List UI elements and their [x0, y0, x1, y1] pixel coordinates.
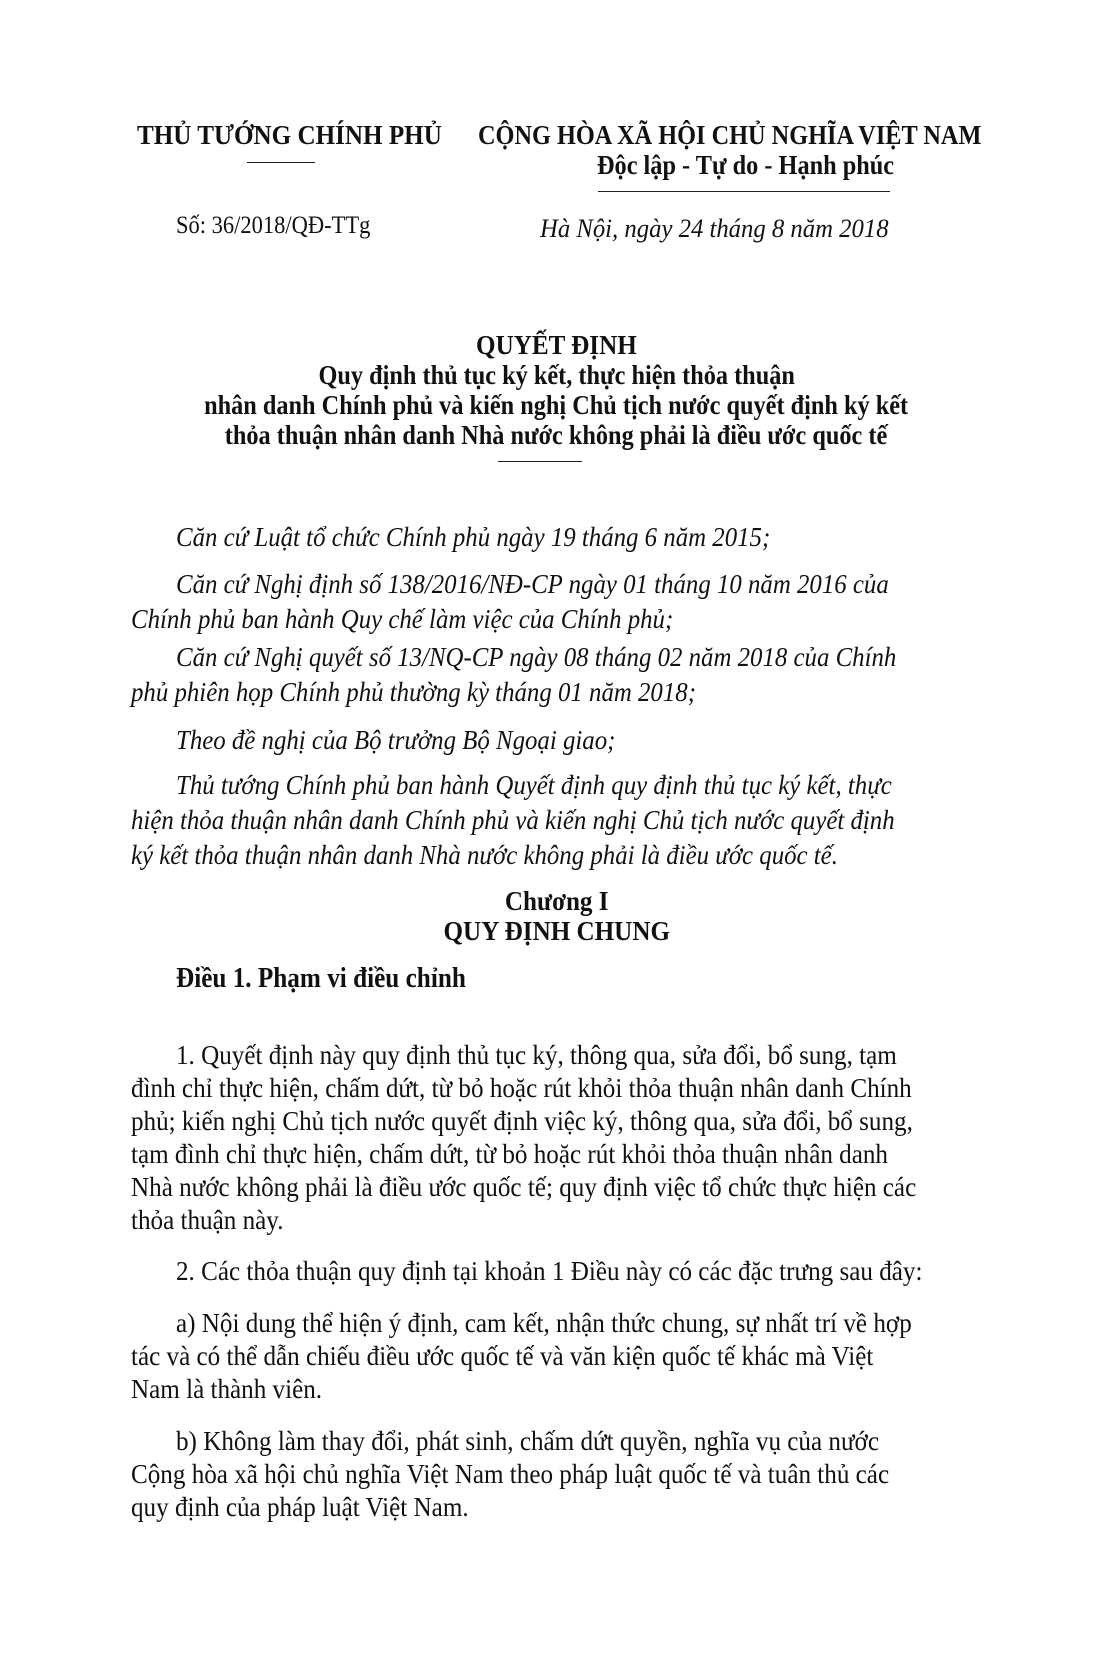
preamble-text: Căn cứ Nghị định số 138/2016/NĐ-CP ngày 01 tháng 10 năm 2016 của — [176, 569, 889, 599]
clause-line — [131, 1488, 494, 1526]
preamble-text: Theo đề nghị của Bộ trưởng Bộ Ngoại giao; — [176, 725, 616, 755]
country-text: CỘNG HÒA XÃ HỘI CHỦ NGHĨA VIỆT NAM — [478, 120, 982, 150]
clause-line — [131, 1370, 336, 1408]
preamble-line — [176, 565, 951, 603]
title-underline — [498, 461, 582, 462]
chapter-label — [0, 886, 1113, 917]
clause-text: phủ; kiến nghị Chủ tịch nước quyết định việc ký, thông qua, sửa đổi, bổ sung, — [131, 1106, 913, 1136]
clause-line — [176, 1252, 979, 1290]
document-number — [176, 212, 392, 240]
preamble-line — [131, 600, 720, 638]
clause-text: a) Nội dung thể hiện ý định, cam kết, nhận thức chung, sự nhất trí về hợp — [176, 1308, 912, 1338]
country-name — [478, 120, 1037, 151]
clause-text: tạm đình chỉ thực hiện, chấm dứt, từ bỏ hoặc rút khỏi thỏa thuận nhân danh — [131, 1139, 888, 1169]
clause-text: Nhà nước không phải là điều ước quốc tế; quy định việc tổ chức thực hiện các — [131, 1172, 917, 1202]
preamble-text: hiện thỏa thuận nhân danh Chính phủ và kiến nghị Chủ tịch nước quyết định — [131, 805, 895, 835]
national-motto — [597, 150, 927, 181]
title-line — [0, 420, 1113, 451]
preamble-text: Thủ tướng Chính phủ ban hành Quyết định quy định thủ tục ký kết, thực — [176, 770, 892, 800]
article-title-text: Điều 1. Phạm vi điều chỉnh — [176, 963, 466, 994]
place-date-text: Hà Nội, ngày 24 tháng 8 năm 2018 — [540, 214, 889, 243]
preamble-line — [176, 518, 822, 556]
preamble-text: phủ phiên họp Chính phủ thường kỳ tháng 01 năm 2018; — [131, 677, 696, 707]
clause-text: tác và có thể dẫn chiếu điều ước quốc tế và văn kiện quốc tế khác mà Việt — [131, 1341, 874, 1371]
clause-text: b) Không làm thay đổi, phát sinh, chấm dứt quyền, nghĩa vụ của nước — [176, 1426, 879, 1456]
issuer-underline — [247, 162, 315, 163]
preamble-line — [176, 721, 654, 759]
issuer-name — [137, 120, 465, 151]
decision-heading-text: QUYẾT ĐỊNH — [476, 330, 637, 360]
title-line — [0, 360, 1113, 391]
clause-text: đình chỉ thực hiện, chấm dứt, từ bỏ hoặc rút khỏi thỏa thuận nhân danh Chính — [131, 1073, 912, 1103]
chapter-title-text: QUY ĐỊNH CHUNG — [443, 916, 670, 946]
preamble-line — [176, 638, 959, 676]
document-number-text: Số: 36/2018/QĐ-TTg — [176, 212, 371, 239]
title-line-text: nhân danh Chính phủ và kiến nghị Chủ tịch nước quyết định ký kết — [204, 390, 909, 420]
motto-underline — [598, 191, 890, 192]
chapter-title — [0, 916, 1113, 947]
preamble-line — [131, 673, 745, 711]
chapter-label-text: Chương I — [504, 886, 609, 916]
article-title — [176, 963, 498, 995]
clause-text: 1. Quyết định này quy định thủ tục ký, thông qua, sửa đổi, bổ sung, tạm — [176, 1040, 897, 1070]
title-line — [0, 390, 1113, 421]
title-line-text: Quy định thủ tục ký kết, thực hiện thỏa thuận — [318, 360, 795, 390]
preamble-text: Chính phủ ban hành Quy chế làm việc của Chính phủ; — [131, 604, 674, 634]
clause-text: thỏa thuận này. — [131, 1205, 284, 1235]
preamble-line — [176, 766, 954, 804]
title-line-text: thỏa thuận nhân danh Nhà nước không phải là điều ước quốc tế — [225, 420, 888, 450]
preamble-line — [131, 801, 961, 839]
place-and-date — [540, 214, 907, 244]
motto-text: Độc lập - Tự do - Hạnh phúc — [597, 150, 895, 180]
clause-text: 2. Các thỏa thuận quy định tại khoản 1 Điều này có các đặc trưng sau đây: — [176, 1256, 923, 1286]
clause-line — [131, 1201, 295, 1239]
clause-text: quy định của pháp luật Việt Nam. — [131, 1492, 469, 1522]
decision-heading — [0, 330, 1113, 361]
preamble-text: Căn cứ Nghị quyết số 13/NQ-CP ngày 08 tháng 02 năm 2018 của Chính — [176, 642, 897, 672]
preamble-text: Căn cứ Luật tổ chức Chính phủ ngày 19 tháng 6 năm 2015; — [176, 522, 771, 552]
preamble-line — [131, 836, 899, 874]
preamble-text: ký kết thỏa thuận nhân danh Nhà nước không phải là điều ước quốc tế. — [131, 840, 838, 870]
clause-text: Nam là thành viên. — [131, 1374, 323, 1404]
clause-text: Cộng hòa xã hội chủ nghĩa Việt Nam theo pháp luật quốc tế và tuân thủ các — [131, 1459, 890, 1489]
issuer-text: THỦ TƯỚNG CHÍNH PHỦ — [137, 120, 442, 150]
